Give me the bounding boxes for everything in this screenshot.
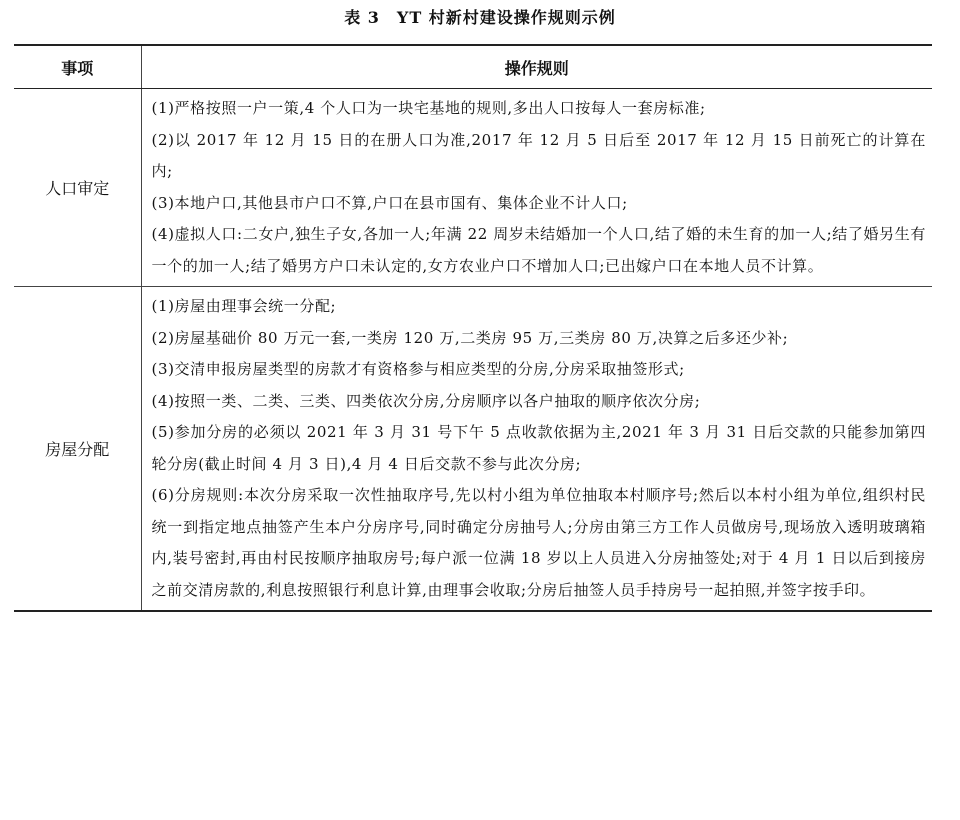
rule-item: (3)本地户口,其他县市户口不算,户口在县市国有、集体企业不计人口;: [151, 193, 628, 212]
row-rules-population: [141, 89, 932, 287]
rule-item: (3)交清申报房屋类型的房款才有资格参与相应类型的分房,分房采取抽签形式;: [151, 360, 685, 378]
table-body: [14, 89, 932, 612]
table-row: [14, 287, 932, 612]
rule-item: (2)房屋基础价 80 万元一套,一类房 120 万,二类房 95 万,三类房 80 万,决算之后多还少补;: [151, 328, 789, 347]
rule-item: (2)以 2017 年 12 月 15 日的在册人口为准,2017 年 12 月 5 日后至 2017 年 12 月 15 日前死亡的计算在内;: [151, 130, 926, 180]
rule-item: (1)房屋由理事会统一分配;: [151, 297, 337, 315]
row-rules-housing: [141, 287, 932, 612]
rules-table: [14, 44, 932, 612]
row-item-housing: 房屋分配: [14, 287, 141, 612]
table-row: [14, 89, 932, 287]
rule-item: (5)参加分房的必须以 2021 年 3 月 31 号下午 5 点收款依据为主,2021 年 3 月 31 日后交款的只能参加第四轮分房(截止时间 4 月 3 日),4 月 4 日后交款不参与此次分房;: [151, 423, 926, 473]
header-rules: 操作规则: [141, 45, 932, 89]
rule-item: (4)虚拟人口:二女户,独生子女,各加一人;年满 22 周岁未结婚加一个人口,结了婚的未生育的加一人;结了婚另生有一个的加一人;结了婚男方户口未认定的,女方农业户口不增加人口;已出嫁户口在本地人员不计算。: [151, 225, 926, 275]
row-item-population: 人口审定: [14, 89, 141, 287]
rule-item: (1)严格按照一户一策,4 个人口为一块宅基地的规则,多出人口按每人一套房标准;: [151, 99, 706, 117]
table-header: [14, 45, 932, 89]
rule-item: (6)分房规则:本次分房采取一次性抽取序号,先以村小组为单位抽取本村顺序号;然后以本村小组为单位,组织村民统一到指定地点抽签产生本户分房序号,同时确定分房抽号人;分房由第三方工作人员做房号,现场放入透明玻璃箱内,装号密封,再由村民按顺序抽取房号;每户派一位满 18 岁以上人员进入分房抽签处;对于 4 月 1 日以后到接房之前交清房款的,利息按照银行利息计算,由理事会收取;分房后抽签人员手持房号一起拍照,并签字按手印。: [151, 486, 926, 599]
rule-item: (4)按照一类、二类、三类、四类依次分房,分房顺序以各户抽取的顺序依次分房;: [151, 391, 701, 410]
header-row: [14, 45, 932, 89]
header-item: 事项: [14, 45, 141, 89]
table-caption: 表 3 YT 村新村建设操作规则示例: [344, 8, 616, 27]
